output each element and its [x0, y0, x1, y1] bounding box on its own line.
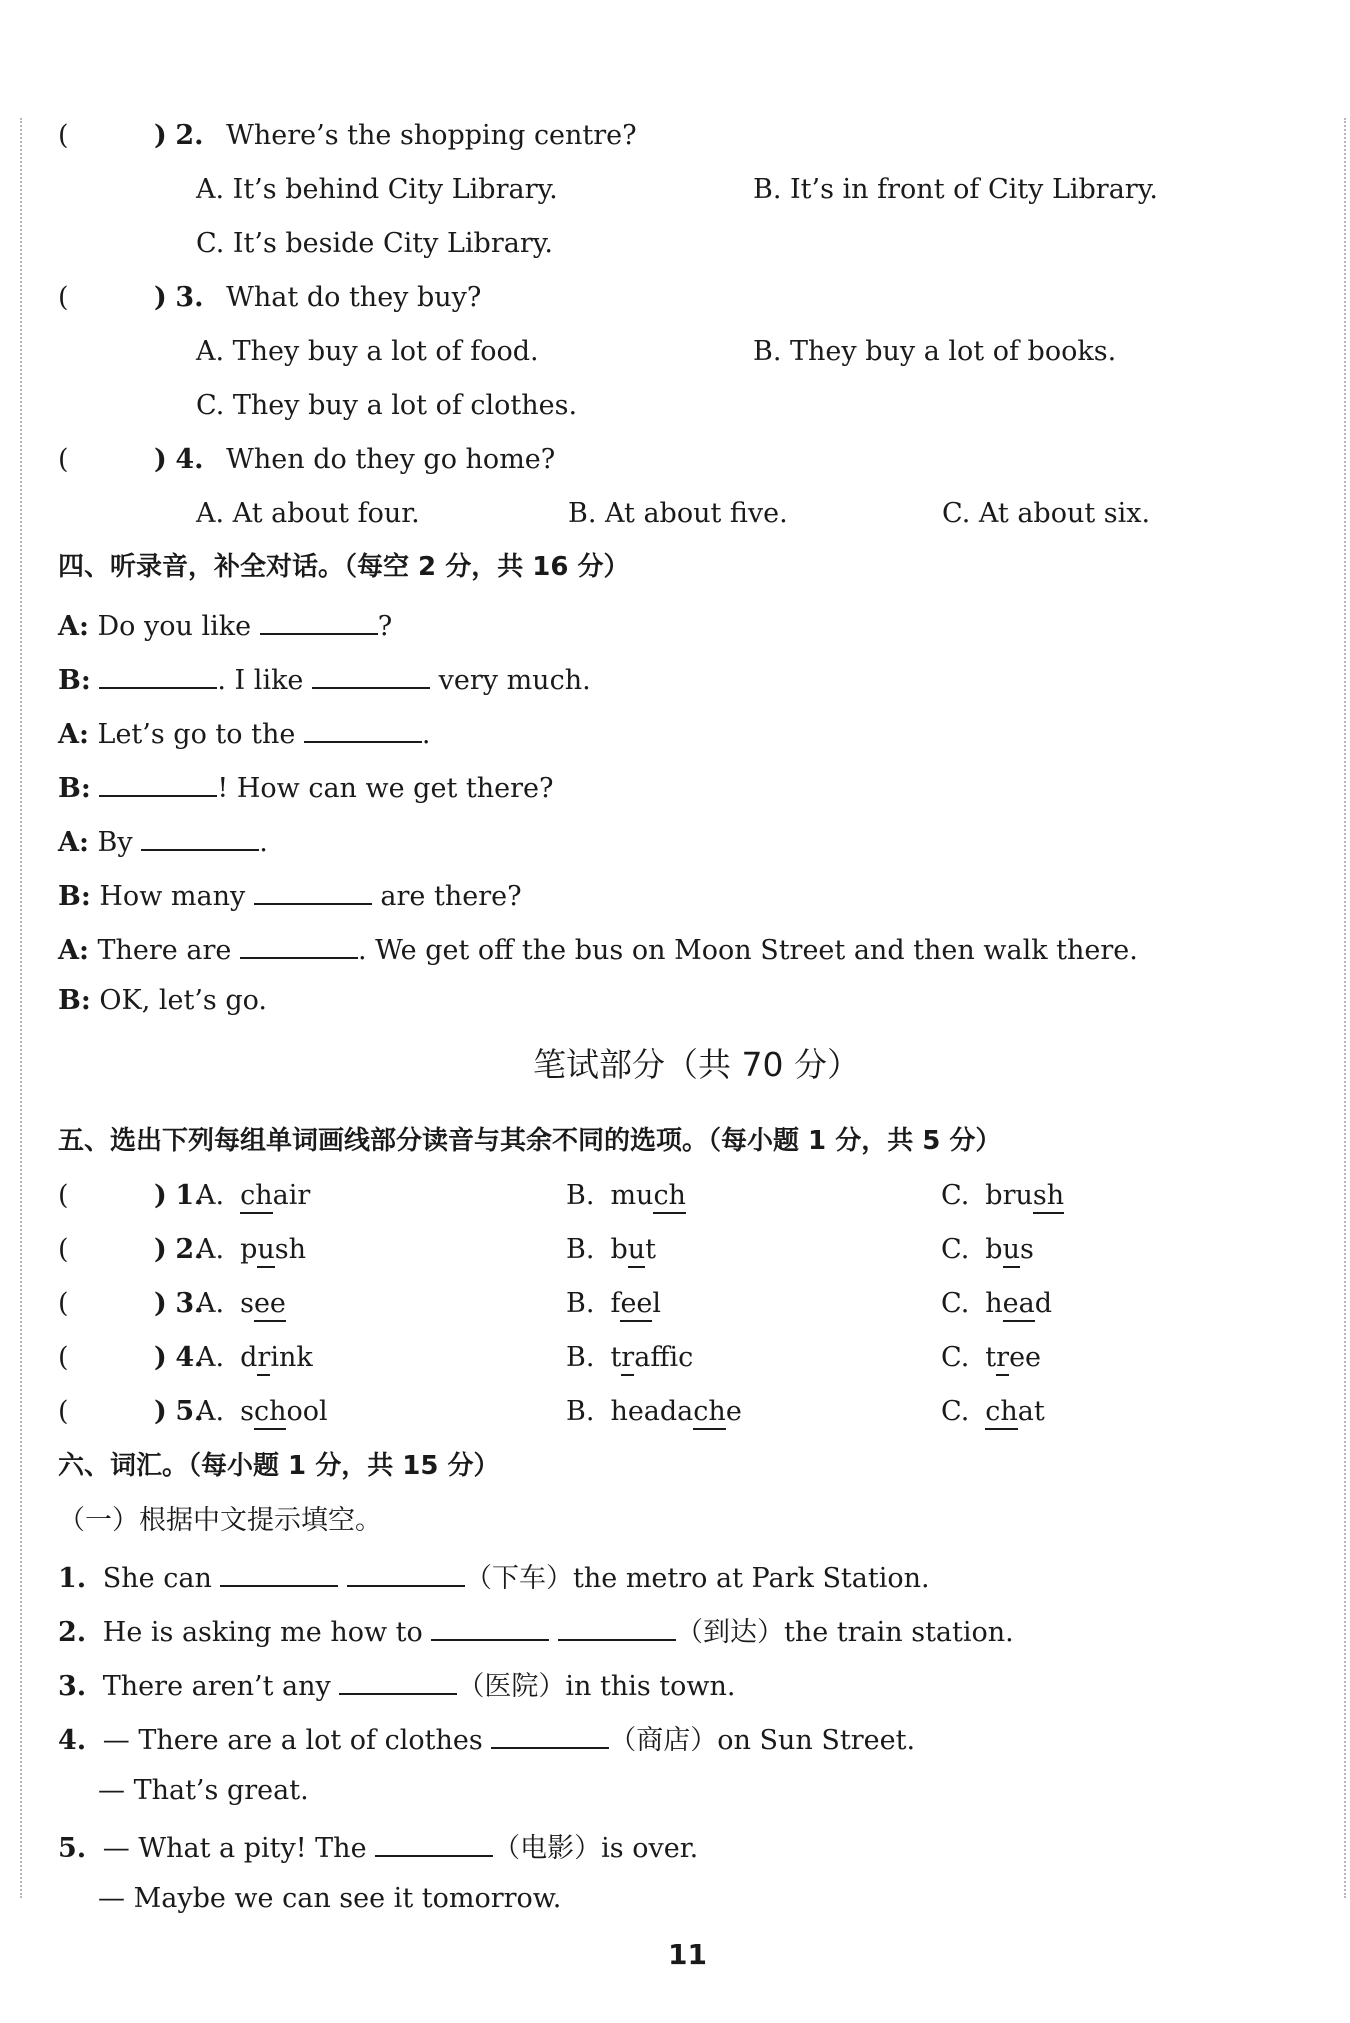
phonics-option-c: C. brush [941, 1182, 1064, 1209]
option-a: A. It’s behind City Library. [196, 174, 558, 205]
answer-blank[interactable] [558, 1615, 676, 1641]
section-header: 四、听录音，补全对话。（每空 2 分，共 16 分） [58, 552, 630, 582]
section-header: 六、词汇。（每小题 1 分，共 15 分） [58, 1451, 500, 1481]
phonics-option-a: A. school [196, 1398, 328, 1425]
phonics-option-c: C. chat [941, 1398, 1045, 1425]
underlined-letters: ee [254, 1288, 286, 1322]
answer-blank[interactable] [431, 1615, 549, 1641]
question-row: ( ) 3. What do they buy? [58, 282, 482, 313]
subsection-header: （一）根据中文提示填空。 [58, 1505, 382, 1536]
underlined-letters: r [257, 1342, 270, 1376]
underlined-letters: ea [1003, 1288, 1035, 1322]
underlined-letters: ch [240, 1180, 273, 1214]
vocab-item: 3. There aren’t any （医院）in this town. [58, 1671, 736, 1702]
page-number: 11 [668, 1938, 707, 1971]
answer-blank[interactable] [254, 879, 372, 905]
phonics-option-b: B. much [566, 1182, 686, 1209]
question-row: ( ) 4. When do they go home? [58, 444, 556, 475]
phonics-row-number: ( ) 4. [58, 1342, 204, 1373]
answer-blank[interactable] [304, 717, 422, 743]
dialogue-line: B: . I like very much. [58, 665, 591, 696]
option-b: B. It’s in front of City Library. [753, 174, 1158, 205]
phonics-row-number: ( ) 1. [58, 1180, 204, 1211]
phonics-option-c: C. head [941, 1290, 1052, 1317]
answer-blank[interactable] [220, 1561, 338, 1587]
dialogue-line: A: Let’s go to the . [58, 719, 431, 750]
underlined-letters: ch [653, 1180, 686, 1214]
answer-blank[interactable] [375, 1831, 493, 1857]
option-a: A. They buy a lot of food. [196, 336, 539, 367]
vocab-item: 2. He is asking me how to （到达）the train station. [58, 1617, 1014, 1648]
section-header: 五、选出下列每组单词画线部分读音与其余不同的选项。（每小题 1 分，共 5 分） [58, 1126, 1002, 1156]
vocab-item: 4. — There are a lot of clothes （商店）on Sun Street. [58, 1725, 916, 1756]
option-c: C. They buy a lot of clothes. [196, 390, 578, 421]
answer-blank[interactable] [99, 663, 217, 689]
vocab-item: 5. — What a pity! The （电影）is over. [58, 1833, 699, 1864]
underlined-letters: ch [985, 1396, 1018, 1430]
phonics-option-a: A. push [196, 1236, 306, 1263]
option-c: C. At about six. [942, 498, 1151, 529]
underlined-letters: r [621, 1342, 634, 1376]
underlined-letters: ch [693, 1396, 726, 1430]
dialogue-line: B: How many are there? [58, 881, 522, 912]
dialogue-line: B: OK, let’s go. [58, 985, 267, 1016]
phonics-option-a: A. chair [196, 1182, 310, 1209]
answer-blank[interactable] [141, 825, 259, 851]
phonics-row-number: ( ) 2. [58, 1234, 204, 1265]
phonics-row-number: ( ) 5. [58, 1396, 204, 1427]
phonics-option-b: B. traffic [566, 1344, 693, 1371]
phonics-option-c: C. bus [941, 1236, 1034, 1263]
phonics-option-a: A. drink [196, 1344, 313, 1371]
answer-blank[interactable] [240, 933, 358, 959]
underlined-letters: sh [1033, 1180, 1064, 1214]
left-margin-rule [20, 118, 23, 1898]
question-row: ( ) 2. Where’s the shopping centre? [58, 120, 637, 151]
underlined-letters: ch [254, 1396, 287, 1430]
option-b: B. At about five. [568, 498, 788, 529]
right-margin-rule [1344, 118, 1347, 1898]
answer-blank[interactable] [347, 1561, 465, 1587]
vocab-item: 1. She can （下车）the metro at Park Station. [58, 1563, 930, 1594]
phonics-option-b: B. feel [566, 1290, 661, 1317]
underlined-letters: u [1003, 1234, 1020, 1268]
dialogue-line: A: Do you like ? [58, 611, 393, 642]
underlined-letters: r [996, 1342, 1009, 1376]
dialogue-line: A: There are . We get off the bus on Moon Street and then walk there. [58, 935, 1138, 966]
answer-blank[interactable] [99, 771, 217, 797]
written-section-title: 笔试部分（共 70 分） [533, 1045, 860, 1084]
dialogue-line: A: By . [58, 827, 268, 858]
vocab-reply: — Maybe we can see it tomorrow. [98, 1883, 562, 1914]
underlined-letters: u [257, 1234, 274, 1268]
option-b: B. They buy a lot of books. [753, 336, 1117, 367]
answer-blank[interactable] [312, 663, 430, 689]
dialogue-line: B: ! How can we get there? [58, 773, 554, 804]
phonics-row-number: ( ) 3. [58, 1288, 204, 1319]
phonics-option-b: B. but [566, 1236, 656, 1263]
underlined-letters: u [628, 1234, 645, 1268]
answer-blank[interactable] [491, 1723, 609, 1749]
option-a: A. At about four. [196, 498, 420, 529]
answer-blank[interactable] [339, 1669, 457, 1695]
option-c: C. It’s beside City Library. [196, 228, 553, 259]
phonics-option-c: C. tree [941, 1344, 1041, 1371]
answer-blank[interactable] [260, 609, 378, 635]
underlined-letters: ee [620, 1288, 652, 1322]
vocab-reply: — That’s great. [98, 1775, 309, 1806]
phonics-option-a: A. see [196, 1290, 286, 1317]
phonics-option-b: B. headache [566, 1398, 742, 1425]
